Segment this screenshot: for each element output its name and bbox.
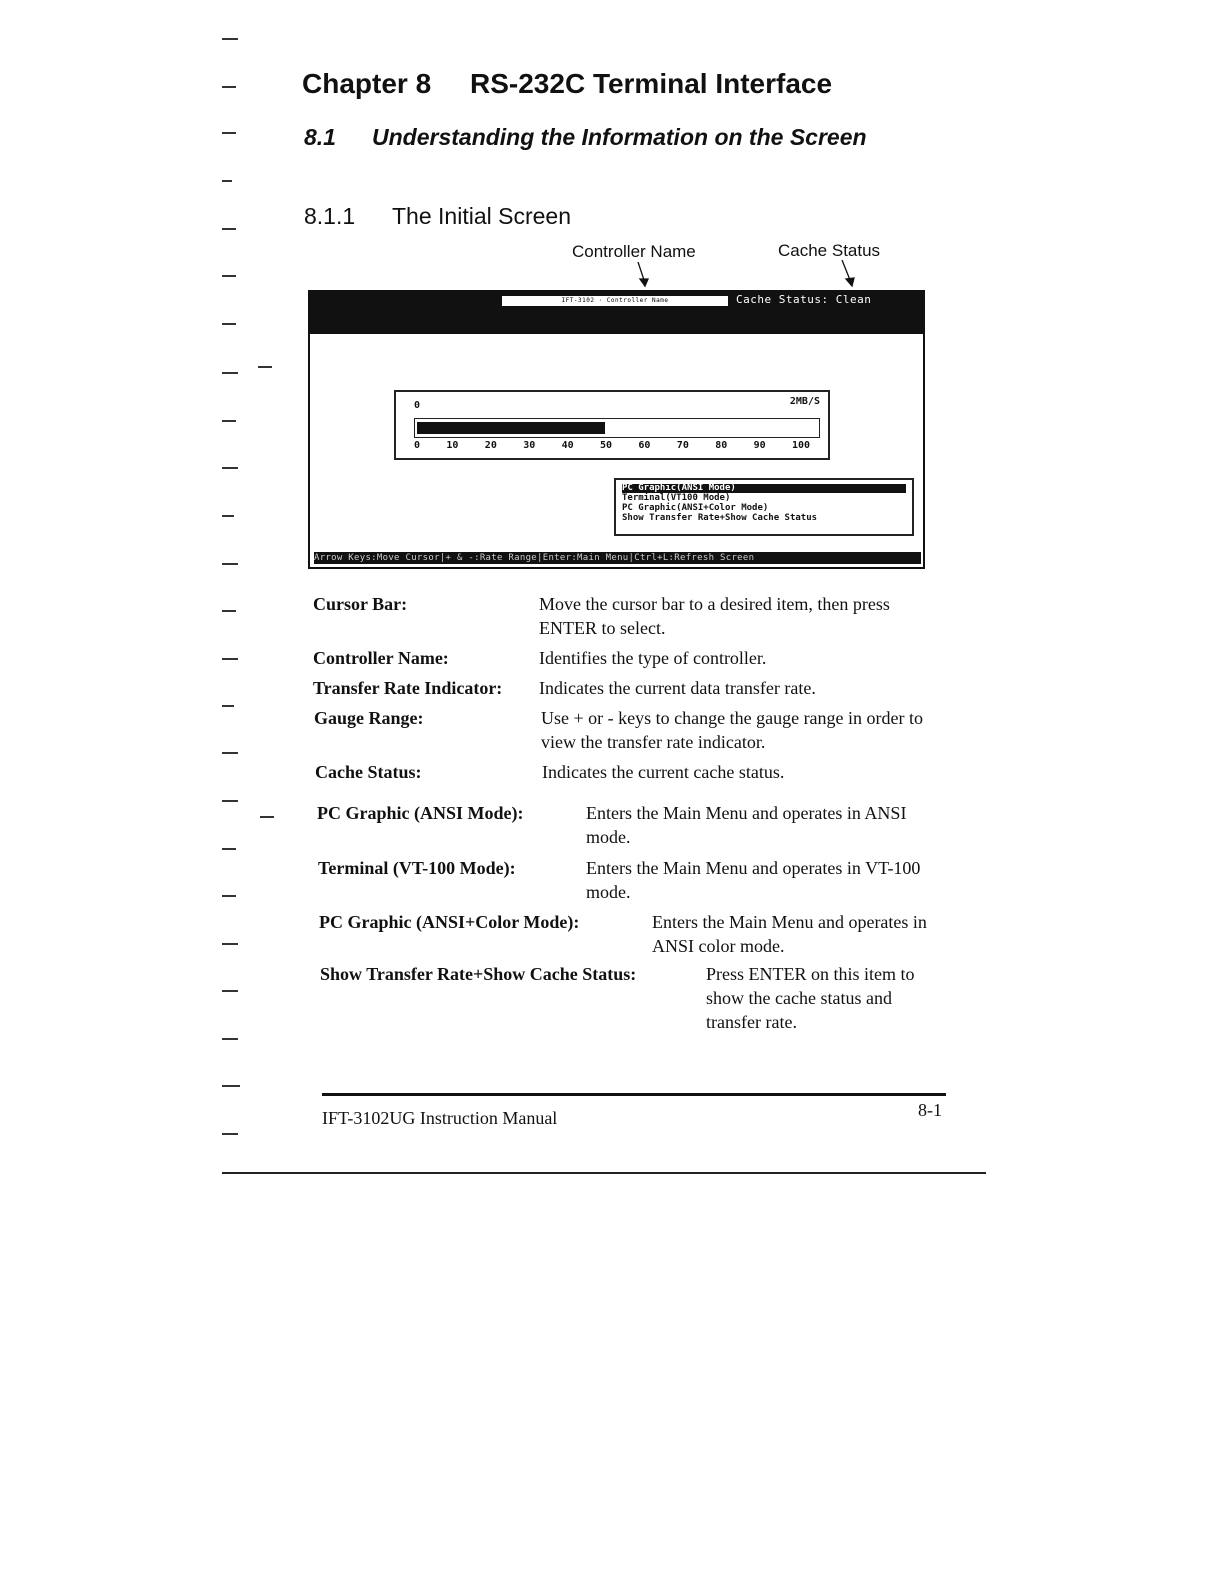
subsection-number: 8.1.1: [304, 203, 356, 229]
chapter-title: RS-232C Terminal Interface: [470, 68, 833, 99]
gauge-ticks: [396, 440, 828, 454]
definition-term: PC Graphic (ANSI Mode):: [317, 803, 524, 823]
chapter-number: Chapter 8: [302, 68, 432, 99]
gauge-tick-label: 50: [600, 440, 613, 451]
gauge-tick-label: 60: [638, 440, 651, 451]
definition-term: Show Transfer Rate+Show Cache Status:: [320, 964, 637, 984]
definition-desc: Indicates the current cache status.: [542, 762, 785, 782]
definition-desc: Identifies the type of controller.: [539, 648, 767, 668]
cache-status-text: Cache Status: Clean: [736, 293, 872, 306]
definition-gauge-range: [314, 706, 936, 756]
definition-term: Terminal (VT-100 Mode):: [318, 858, 516, 878]
gauge-tick-label: 100: [792, 440, 811, 451]
gauge-range-label: 2MB/S: [789, 396, 820, 407]
callout-cache-status: Cache Status: [778, 241, 881, 260]
gauge-track: [414, 418, 820, 438]
arrow-cache-status: [842, 260, 850, 280]
definition-term: Cursor Bar:: [313, 594, 408, 614]
bottom-scan-line: [222, 1172, 986, 1174]
controller-name-field: IFT-3102 · Controller Name: [502, 296, 728, 306]
definition-desc: Move the cursor bar to a desired item, then press ENTER to select.: [539, 594, 890, 638]
callout-controller-name: Controller Name: [572, 242, 696, 261]
definition-term: Controller Name:: [313, 648, 449, 668]
definition-show-transfer-rate-cache-status: [320, 962, 942, 1038]
definition-cursor-bar: [313, 592, 935, 642]
gauge-tick-label: 0: [414, 440, 421, 451]
definition-desc: Enters the Main Menu and operates in ANSI mode.: [586, 803, 907, 847]
menu-item-terminal-vt100[interactable]: Terminal(VT100 Mode): [622, 493, 731, 503]
subsection-title: The Initial Screen: [392, 203, 571, 229]
gauge-tick-label: 70: [676, 440, 689, 451]
footer-manual-title: IFT-3102UG Instruction Manual: [322, 1108, 558, 1128]
gauge-fill: [417, 422, 605, 434]
gauge-start-label: 0: [414, 400, 421, 411]
definition-controller-name: [313, 646, 935, 672]
definition-desc: Enters the Main Menu and operates in ANSI color mode.: [652, 912, 927, 956]
definition-terminal-vt100: [318, 856, 940, 906]
definition-cache-status: [315, 760, 937, 786]
gauge-tick-label: 90: [753, 440, 766, 451]
arrow-controller-name: [638, 262, 644, 280]
definition-pc-graphic-ansi-color: [319, 910, 941, 960]
footer-rule: [322, 1093, 946, 1096]
definition-term: Gauge Range:: [314, 708, 424, 728]
page-number: 8-1: [918, 1100, 942, 1120]
menu-item-show-transfer-rate-cache-status[interactable]: Show Transfer Rate+Show Cache Status: [622, 513, 818, 523]
transfer-rate-gauge: [394, 390, 830, 460]
definition-desc: Indicates the current data transfer rate.: [539, 678, 816, 698]
gauge-tick-label: 40: [561, 440, 574, 451]
arrowhead-cache-status: [846, 278, 854, 286]
section-title: Understanding the Information on the Screen: [372, 124, 867, 150]
definition-pc-graphic-ansi: [317, 801, 939, 851]
definition-desc: Press ENTER on this item to show the cache status and transfer rate.: [706, 964, 915, 1032]
definition-term: Cache Status:: [315, 762, 422, 782]
terminal-menu: [614, 478, 914, 536]
gauge-tick-label: 20: [484, 440, 497, 451]
gauge-tick-label: 10: [446, 440, 459, 451]
menu-item-pc-graphic-ansi[interactable]: PC Graphic(ANSI Mode): [622, 484, 906, 493]
definition-term: Transfer Rate Indicator:: [313, 678, 503, 698]
arrowhead-controller-name: [640, 279, 648, 286]
terminal-status-bar: Arrow Keys:Move Cursor|+ & -:Rate Range|Enter:Main Menu|Ctrl+L:Refresh Screen: [314, 552, 921, 564]
gauge-tick-label: 80: [715, 440, 728, 451]
terminal-screen: [308, 290, 925, 569]
section-number: 8.1: [304, 124, 336, 150]
definition-transfer-rate-indicator: [313, 676, 935, 702]
definition-term: PC Graphic (ANSI+Color Mode):: [319, 912, 580, 932]
definition-desc: Enters the Main Menu and operates in VT-100 mode.: [586, 858, 921, 902]
menu-item-pc-graphic-ansi-color[interactable]: PC Graphic(ANSI+Color Mode): [622, 503, 769, 513]
definition-desc: Use + or - keys to change the gauge range in order to view the transfer rate indicator.: [541, 708, 924, 752]
terminal-title-bar: [310, 292, 923, 334]
gauge-tick-label: 30: [523, 440, 536, 451]
